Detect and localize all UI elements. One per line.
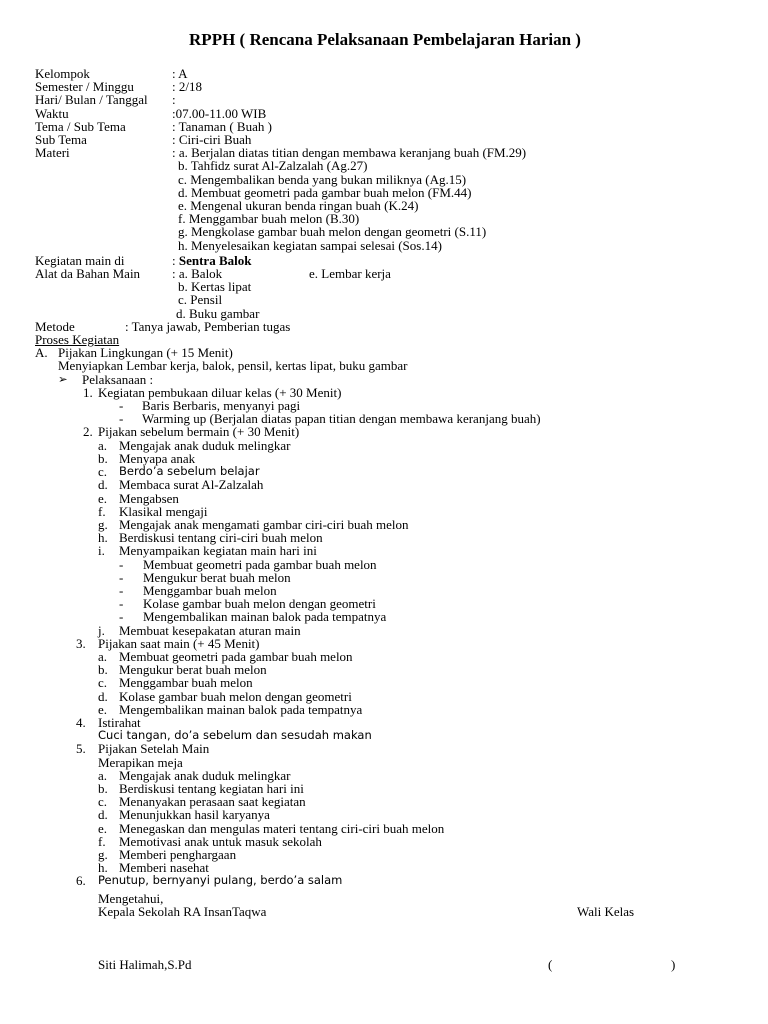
step-text: Pijakan saat main (+ 45 Menit) xyxy=(98,635,260,651)
info-row-alat xyxy=(35,267,735,280)
step-text: Istirahat xyxy=(98,714,141,730)
list-item-text: Berdiskusi tentang ciri-ciri buah melon xyxy=(119,530,323,546)
info-value: : Tanya jawab, Pemberian tugas xyxy=(125,318,291,334)
info-value: : A xyxy=(172,66,188,81)
info-label: Kegiatan main di xyxy=(35,252,125,268)
step-6 xyxy=(35,874,735,887)
info-value: :07.00-11.00 WIB xyxy=(172,105,267,121)
dash-bullet: - xyxy=(119,609,124,625)
list-marker: e. xyxy=(98,701,108,717)
info-value: : Tanaman ( Buah ) xyxy=(172,118,272,134)
list-item-text: Berdiskusi tentang kegiatan hari ini xyxy=(119,780,304,796)
dash-item-text: Membuat geometri pada gambar buah melon xyxy=(143,556,377,572)
list-marker: 4. xyxy=(76,714,86,730)
list-marker: b. xyxy=(98,450,108,466)
list-marker: 3. xyxy=(76,635,86,651)
info-label: Metode xyxy=(35,318,75,334)
list-item xyxy=(35,439,735,452)
list-marker: i. xyxy=(98,543,105,559)
materi-item: g. Mengkolase gambar buah melon dengan geometri (S.11) xyxy=(178,224,487,240)
sentra-name: Sentra Balok xyxy=(178,252,252,268)
list-item-text: Menggambar buah melon xyxy=(119,675,253,691)
list-item-text: Menunjukkan hasil karyanya xyxy=(119,807,270,823)
info-value xyxy=(172,267,735,280)
list-item xyxy=(35,690,735,703)
list-marker: 5. xyxy=(76,741,86,757)
pelaksanaan xyxy=(35,373,735,386)
list-item xyxy=(35,478,735,491)
list-item-text: Menyapa anak xyxy=(119,450,196,466)
list-item xyxy=(35,676,735,689)
dash-bullet: - xyxy=(119,398,124,414)
list-marker: a. xyxy=(98,437,108,453)
dash-item-text: Mengukur berat buah melon xyxy=(143,569,291,585)
info-value xyxy=(172,254,735,267)
alat-item: : a. Balok xyxy=(172,266,223,282)
list-marker: e. xyxy=(98,490,108,506)
signature-wali-kelas: Wali Kelas xyxy=(577,904,635,919)
signature-mengetahui: Mengetahui, xyxy=(98,891,164,906)
info-label: Waktu xyxy=(35,105,69,121)
list-item xyxy=(35,835,735,848)
section-a-desc: Menyiapkan Lembar kerja, balok, pensil, kertas lipat, buku gambar xyxy=(58,358,408,374)
list-item-text: Klasikal mengaji xyxy=(119,503,208,519)
dash-item-text: Menggambar buah melon xyxy=(143,582,277,598)
info-label: Tema / Sub Tema xyxy=(35,118,126,134)
dash-item-text: Baris Berbaris, menyanyi pagi xyxy=(142,398,301,414)
list-marker: a. xyxy=(98,648,108,664)
materi-item: c. Mengembalikan benda yang bukan miliknya (Ag.15) xyxy=(178,171,467,187)
materi-item: h. Menyelesaikan kegiatan sampai selesai (Sos.14) xyxy=(178,237,442,253)
list-marker: f. xyxy=(98,833,106,849)
list-marker: h. xyxy=(98,860,108,876)
list-item-text: Menyampaikan kegiatan main hari ini xyxy=(119,543,317,559)
list-item xyxy=(35,703,735,716)
list-item xyxy=(35,492,735,505)
dash-bullet: - xyxy=(119,582,124,598)
dash-bullet: - xyxy=(119,556,124,572)
signature-name: Siti Halimah,S.Pd xyxy=(98,957,192,972)
list-marker: g. xyxy=(98,516,108,532)
list-marker: a. xyxy=(98,767,108,783)
section-a-text: Pijakan Lingkungan (+ 15 Menit) xyxy=(58,345,233,361)
list-item xyxy=(35,544,735,557)
step-1 xyxy=(35,386,735,399)
list-item-text: Mengajak anak duduk melingkar xyxy=(119,767,291,783)
list-marker: 2. xyxy=(83,424,93,440)
info-row-materi xyxy=(35,146,735,159)
info-value: : 2/18 xyxy=(172,79,202,95)
info-row-kelompok xyxy=(35,67,735,80)
info-label: Kelompok xyxy=(35,66,90,81)
list-item-text: Mengajak anak duduk melingkar xyxy=(119,437,291,453)
materi-item: e. Mengenal ukuran benda ringan buah (K.24) xyxy=(178,198,419,214)
list-item xyxy=(35,505,735,518)
signature-kepala: Kepala Sekolah RA InsanTaqwa xyxy=(98,904,267,919)
dash-item-text: Mengembalikan mainan balok pada tempatnya xyxy=(143,609,387,625)
page-title: RPPH ( Rencana Pelaksanaan Pembelajaran Harian ) xyxy=(189,30,581,49)
step-2 xyxy=(35,425,735,438)
list-item-text: Menanyakan perasaan saat kegiatan xyxy=(119,794,306,810)
materi-item: b. Tahfidz surat Al-Zalzalah (Ag.27) xyxy=(178,158,368,174)
info-row-tema xyxy=(35,120,735,133)
list-item xyxy=(35,822,735,835)
dash-bullet: - xyxy=(119,411,124,427)
signature-paren-close: ) xyxy=(671,957,676,972)
list-marker: c. xyxy=(98,794,108,810)
alat-item: c. Pensil xyxy=(178,292,223,308)
list-item-text: Memberi nasehat xyxy=(119,860,209,876)
step-text: Kegiatan pembukaan diluar kelas (+ 30 Menit) xyxy=(98,384,342,400)
document-page xyxy=(35,30,735,888)
info-value: : a. Berjalan diatas titian dengan membawa keranjang buah (FM.29) xyxy=(172,145,527,161)
info-row-hari xyxy=(35,93,735,106)
list-marker: g. xyxy=(98,846,108,862)
list-marker: j. xyxy=(98,622,105,638)
list-item-text: Membuat kesepakatan aturan main xyxy=(119,622,301,638)
info-row-metode xyxy=(35,320,735,333)
info-block xyxy=(35,67,735,333)
step-text: Penutup, bernyanyi pulang, berdo’a salam xyxy=(98,873,343,888)
dash-item xyxy=(35,610,735,623)
step-desc: Cuci tangan, do’a sebelum dan sesudah makan xyxy=(98,728,372,743)
info-label: Alat da Bahan Main xyxy=(35,266,141,282)
info-value: : Ciri-ciri Buah xyxy=(172,132,252,148)
alat-item-right: e. Lembar kerja xyxy=(309,266,391,282)
list-marker: f. xyxy=(98,503,106,519)
list-marker: d. xyxy=(98,477,108,493)
info-label: Hari/ Bulan / Tanggal xyxy=(35,92,148,108)
pelaksanaan-text: Pelaksanaan : xyxy=(82,371,154,387)
alat-item: b. Kertas lipat xyxy=(178,279,252,295)
dash-bullet: - xyxy=(119,569,124,585)
info-label: Semester / Minggu xyxy=(35,79,134,95)
dash-item-text: Kolase gambar buah melon dengan geometri xyxy=(143,596,376,612)
dash-item xyxy=(35,571,735,584)
step-desc: Merapikan meja xyxy=(98,754,183,770)
step-5 xyxy=(35,742,735,755)
info-row-waktu xyxy=(35,107,735,120)
step-text: Pijakan sebelum bermain (+ 30 Menit) xyxy=(98,424,300,440)
list-item-text: Mengajak anak mengamati gambar ciri-ciri buah melon xyxy=(119,516,409,532)
list-item xyxy=(35,808,735,821)
list-marker: d. xyxy=(98,688,108,704)
list-marker: 6. xyxy=(76,873,86,889)
dash-item xyxy=(35,584,735,597)
list-item-text: Memberi penghargaan xyxy=(119,846,237,862)
colon: : xyxy=(172,252,179,268)
dash-bullet: - xyxy=(119,596,124,612)
step-3 xyxy=(35,637,735,650)
list-item xyxy=(35,769,735,782)
list-marker: 1. xyxy=(83,384,93,400)
list-item-text: Kolase gambar buah melon dengan geometri xyxy=(119,688,352,704)
arrow-bullet-icon: ➢ xyxy=(58,371,68,386)
materi-item: d. Membuat geometri pada gambar buah melon (FM.44) xyxy=(178,184,472,200)
info-value: : xyxy=(172,92,176,108)
list-marker: e. xyxy=(98,820,108,836)
list-marker: h. xyxy=(98,530,108,546)
list-marker: d. xyxy=(98,807,108,823)
section-heading: Proses Kegiatan xyxy=(35,332,120,348)
info-label: Sub Tema xyxy=(35,132,87,148)
list-item-text: Berdo’a sebelum belajar xyxy=(119,464,260,479)
step-text: Pijakan Setelah Main xyxy=(98,741,210,757)
materi-item: f. Menggambar buah melon (B.30) xyxy=(178,211,360,227)
list-marker: b. xyxy=(98,780,108,796)
list-item-text: Memotivasi anak untuk masuk sekolah xyxy=(119,833,322,849)
list-item-text: Mengukur berat buah melon xyxy=(119,662,267,678)
list-item-text: Menegaskan dan mengulas materi tentang ciri-ciri buah melon xyxy=(119,820,445,836)
list-item-text: Membaca surat Al-Zalzalah xyxy=(119,477,264,493)
list-marker: c. xyxy=(98,675,108,691)
list-item xyxy=(35,624,735,637)
list-item-text: Mengembalikan mainan balok pada tempatnya xyxy=(119,701,363,717)
alat-item: d. Buku gambar xyxy=(176,305,260,321)
dash-item-text: Warming up (Berjalan diatas papan titian dengan membawa keranjang buah) xyxy=(142,411,541,427)
list-marker: A. xyxy=(35,345,48,361)
info-label: Materi xyxy=(35,145,70,161)
list-marker: c. xyxy=(98,464,108,480)
signature-paren-open: ( xyxy=(548,957,553,972)
dash-item xyxy=(35,558,735,571)
list-marker: b. xyxy=(98,662,108,678)
list-item-text: Mengabsen xyxy=(119,490,179,506)
list-item-text: Membuat geometri pada gambar buah melon xyxy=(119,648,353,664)
